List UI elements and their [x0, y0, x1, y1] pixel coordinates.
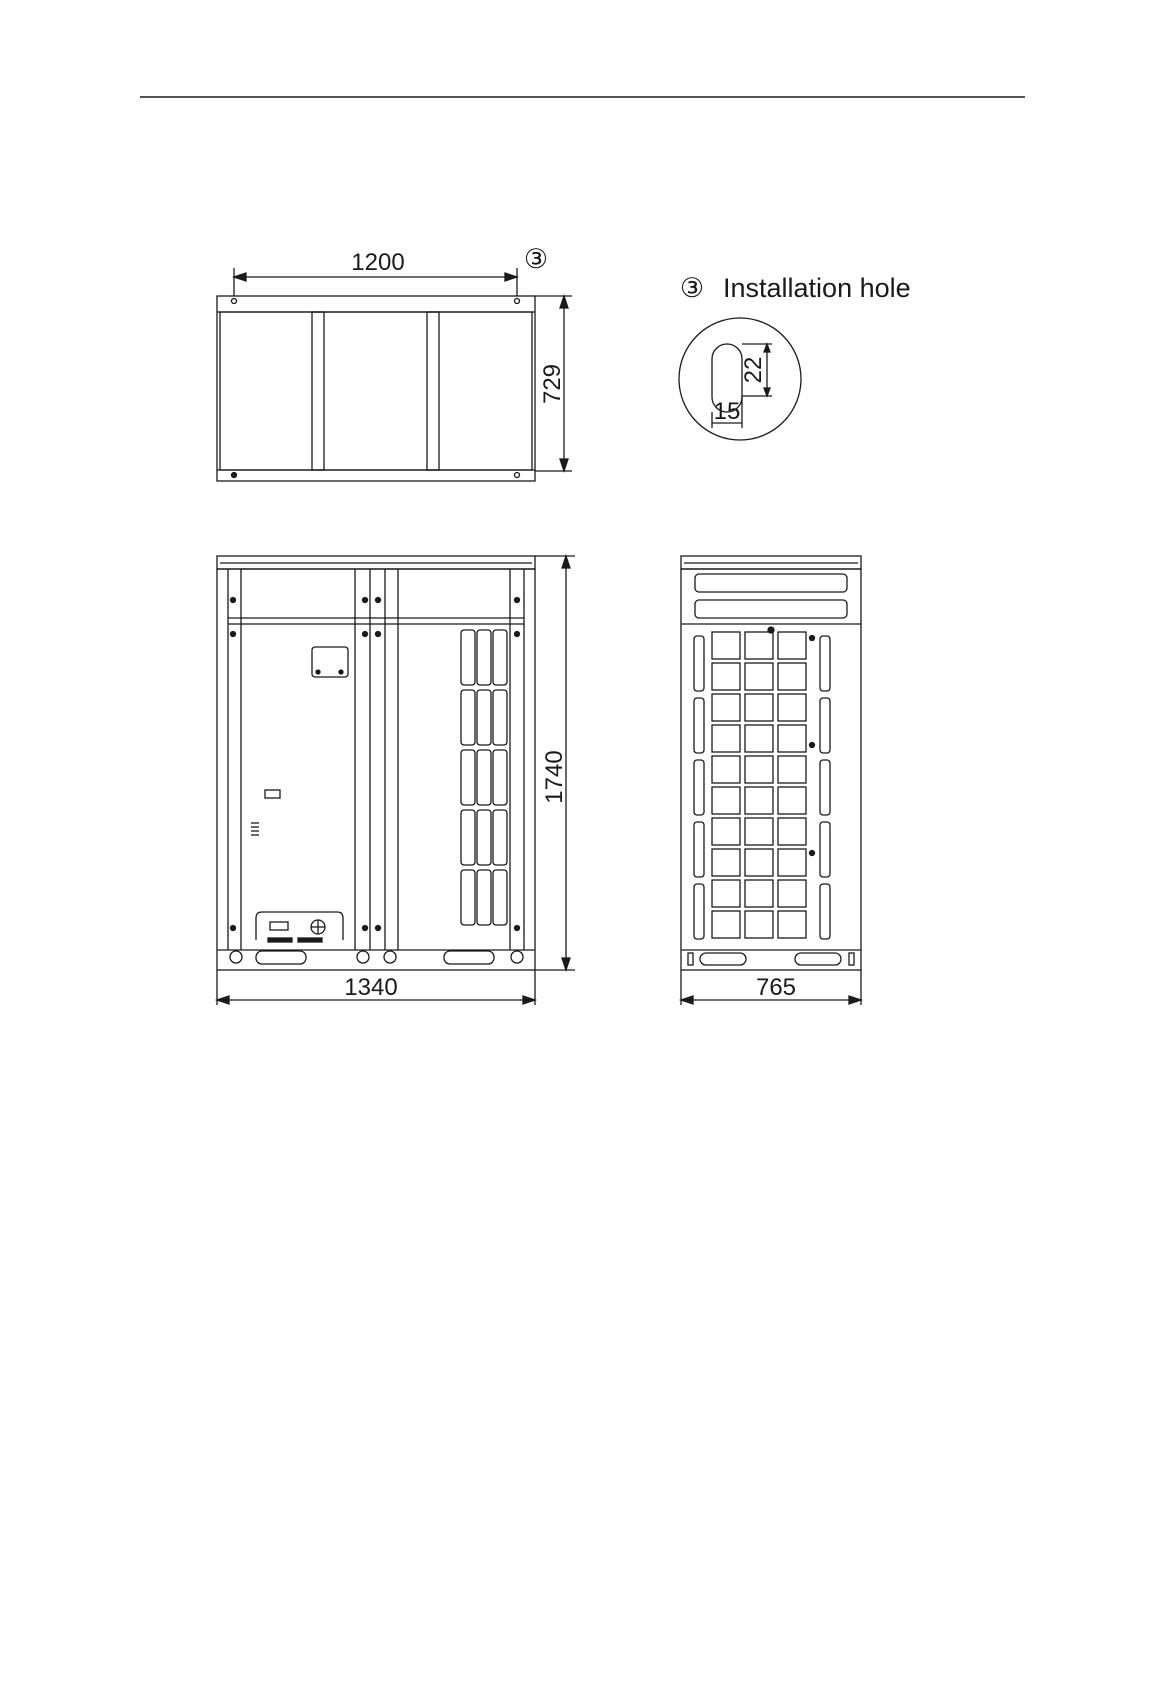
- top-depth-label: 729: [539, 363, 566, 405]
- hole-callout-marker: ③: [523, 244, 549, 274]
- front-view: [217, 556, 575, 1005]
- hole-length-label: 22: [740, 356, 767, 384]
- hole-width-label: 15: [713, 398, 741, 425]
- front-width-label: 1340: [344, 974, 398, 1001]
- height-label: 1740: [541, 750, 568, 804]
- top-view: [217, 268, 572, 481]
- legend-label: Installation hole: [723, 273, 911, 303]
- side-view: [681, 556, 861, 1005]
- legend-marker: ③: [679, 273, 705, 303]
- side-width-label: 765: [755, 974, 797, 1001]
- top-width-label: 1200: [351, 249, 405, 276]
